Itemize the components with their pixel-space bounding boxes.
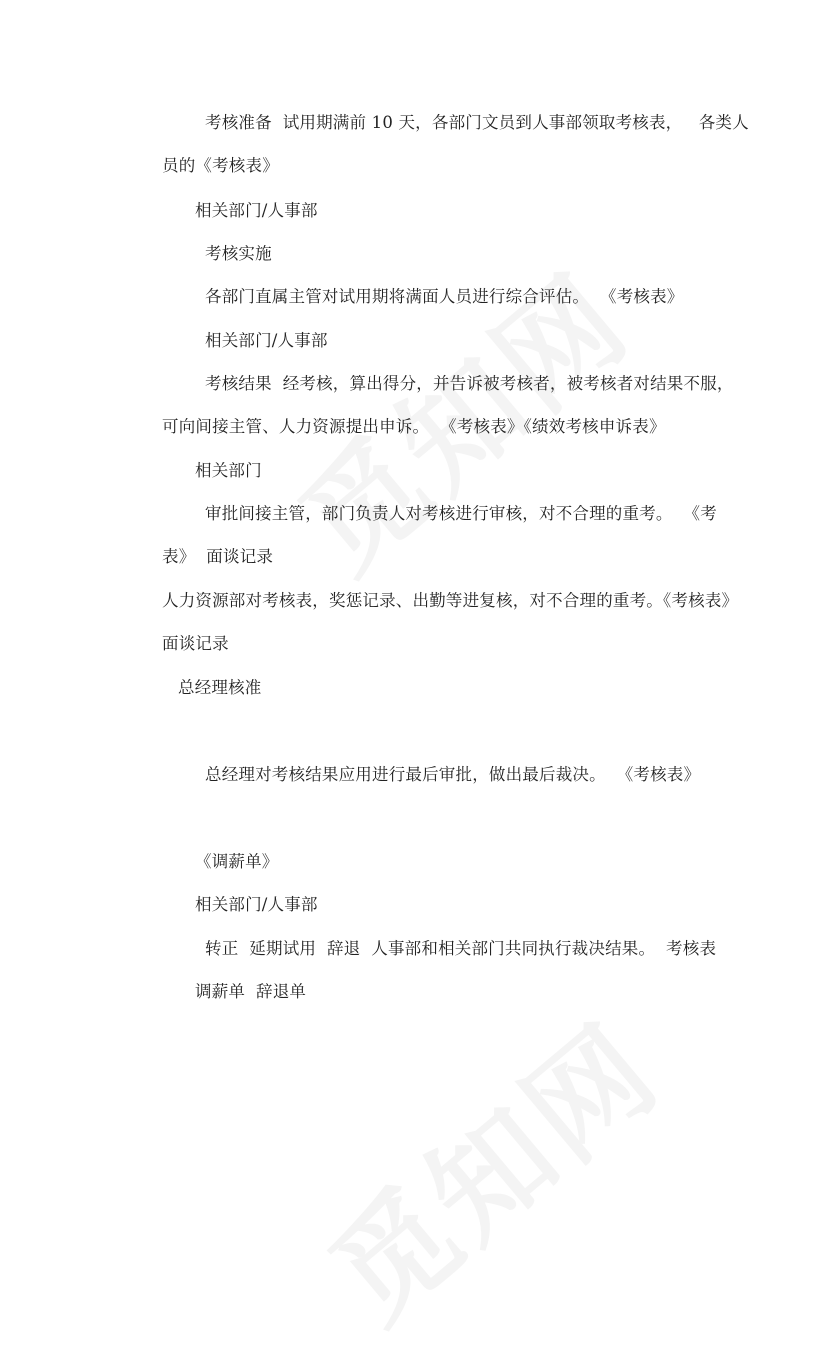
paragraph-line: 表》 面谈记录 — [162, 547, 274, 566]
paragraph-line: 相关部门/人事部 — [195, 895, 318, 914]
paragraph-line: 审批间接主管，部门负责人对考核进行审核，对不合理的重考。 《考 — [205, 504, 717, 523]
paragraph-line: 调薪单 辞退单 — [195, 982, 307, 1001]
paragraph-line: 转正 延期试用 辞退 人事部和相关部门共同执行裁决结果。 考核表 — [205, 939, 717, 958]
paragraph-line: 相关部门 — [195, 461, 262, 480]
paragraph-line: 相关部门/人事部 — [205, 331, 328, 350]
paragraph-line: 可向间接主管、人力资源提出申诉。 《考核表》《绩效考核申诉表》 — [162, 417, 666, 436]
paragraph-line: 考核结果 经考核，算出得分，并告诉被考核者，被考核者对结果不服， — [205, 374, 734, 393]
section-heading: 总经理核准 — [178, 678, 262, 697]
paragraph-line: 各部门直属主管对试用期将满面人员进行综合评估。 《考核表》 — [205, 287, 684, 306]
paragraph-line: 《调薪单》 — [195, 852, 279, 871]
paragraph-line: 员的《考核表》 — [162, 156, 279, 175]
paragraph-line: 人力资源部对考核表，奖惩记录、出勤等进复核，对不合理的重考。《考核表》 — [162, 591, 739, 610]
paragraph-line: 相关部门/人事部 — [195, 201, 318, 220]
paragraph-line: 面谈记录 — [162, 634, 229, 653]
paragraph-line: 总经理对考核结果应用进行最后审批，做出最后裁决。 《考核表》 — [205, 765, 701, 784]
watermark-bottom — [289, 979, 689, 1353]
paragraph-line: 考核实施 — [205, 244, 272, 263]
paragraph-line: 考核准备 试用期满前 10 天，各部门文员到人事部领取考核表， 各类人 — [205, 113, 749, 132]
